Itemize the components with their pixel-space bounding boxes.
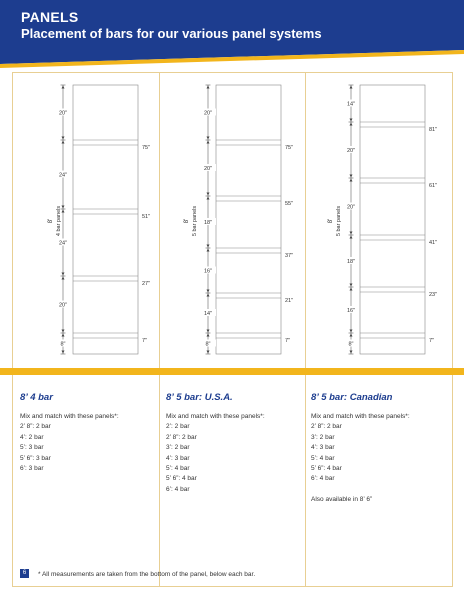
column-text-5bar-usa [166, 412, 265, 495]
gap-label: 14" [346, 101, 356, 108]
arrow-head-up [207, 334, 210, 337]
text-line: 2’ 8”: 2 bar [20, 423, 51, 431]
arrow-head-up [62, 277, 65, 280]
arrow-head-down [350, 351, 353, 354]
bar-height-label: 23" [429, 292, 438, 298]
bar-height-label: 41" [429, 240, 438, 246]
arrow-head-down [62, 330, 65, 333]
arrow-head-down [350, 175, 353, 178]
text-line: 6’: 3 bar [20, 465, 44, 473]
text-line: 4’: 3 bar [166, 454, 190, 462]
bar-height-label: 55" [285, 201, 294, 207]
text-line: 6’: 4 bar [166, 485, 190, 493]
arrow-head-up [350, 288, 353, 291]
text-line: Mix and match with these panels*: [166, 413, 265, 420]
text-line: 6’: 4 bar [311, 475, 335, 483]
side-sub: 4 bar panels [56, 205, 62, 237]
bar-height-label: 37" [285, 253, 294, 259]
text-line: 2’ 8”: 2 bar [311, 423, 342, 431]
text-line: 5’ 6”: 3 bar [20, 454, 51, 462]
arrow-head-down [207, 193, 210, 196]
arrow-head-down [207, 245, 210, 248]
bar-height-label: 51" [142, 214, 151, 220]
gap-label: 14" [203, 311, 213, 317]
column-text-4bar [20, 412, 119, 474]
bar-height-label: 7" [429, 338, 435, 344]
arrow-head-up [62, 141, 65, 144]
gap-label: 20" [58, 110, 68, 117]
page-title: PANELS [21, 9, 79, 25]
column-title-4bar: 8’ 4 bar [20, 392, 53, 403]
gap-label: 20" [346, 204, 356, 211]
arrow-head-down [207, 351, 210, 354]
text-line: 5’ 6”: 4 bar [311, 465, 342, 473]
panel-outline [216, 85, 281, 354]
arrow-head-down [207, 137, 210, 140]
arrow-head-up [350, 86, 353, 89]
gap-label: 8" [348, 341, 354, 348]
bar-height-label: 81" [429, 127, 438, 133]
side-sub: 5 bar panels [192, 205, 198, 237]
section-divider-band [0, 368, 464, 375]
arrow-head-up [207, 249, 210, 252]
text-line: 3’: 2 bar [166, 444, 190, 452]
arrow-head-up [350, 179, 353, 182]
gap-label: 24" [58, 240, 68, 247]
bar-height-label: 7" [142, 338, 148, 344]
arrow-head-up [350, 123, 353, 126]
text-line: Also available in 8’ 6” [311, 496, 373, 504]
panel-outline [73, 85, 138, 354]
column-title-5bar-canadian: 8’ 5 bar: Canadian [311, 392, 393, 403]
text-line: 3’: 2 bar [311, 433, 335, 441]
arrow-head-up [350, 236, 353, 239]
gap-label: 8" [60, 341, 66, 348]
text-line: Mix and match with these panels*: [311, 413, 410, 420]
gap-label: 16" [203, 268, 213, 275]
arrow-head-up [207, 294, 210, 297]
arrow-head-down [62, 137, 65, 140]
text-line: 5’: 4 bar [166, 465, 190, 473]
diagram-8ft-5bar-canadian [328, 85, 437, 354]
text-line: 5’: 4 bar [311, 454, 335, 462]
arrow-head-down [62, 351, 65, 354]
text-line: 5’ 6”: 4 bar [166, 475, 197, 483]
side-label: 8' [48, 218, 54, 224]
gap-label: 20" [203, 110, 213, 117]
text-line: 5’: 3 bar [20, 444, 44, 452]
arrow-head-down [350, 330, 353, 333]
panel-outline [360, 85, 425, 354]
bar-height-label: 61" [429, 183, 438, 189]
gap-label: 18" [346, 259, 356, 265]
text-line: 4’: 3 bar [311, 444, 335, 452]
gap-label: 24" [58, 172, 68, 179]
text-line: Mix and match with these panels*: [20, 413, 119, 420]
arrow-head-up [207, 86, 210, 89]
side-label: 8' [184, 218, 190, 224]
text-line: 2’ 8”: 2 bar [166, 433, 197, 441]
gap-label: 8" [205, 341, 211, 348]
bar-height-label: 75" [285, 145, 294, 151]
text-line: 4’: 2 bar [20, 433, 44, 441]
arrow-head-down [350, 119, 353, 122]
arrow-head-down [62, 273, 65, 276]
page-subtitle: Placement of bars for our various panel systems [21, 26, 322, 41]
gap-label: 16" [346, 308, 356, 314]
gap-label: 20" [58, 302, 68, 309]
side-sub: 5 bar panels [336, 205, 342, 237]
arrow-head-down [350, 284, 353, 287]
arrow-head-up [62, 334, 65, 337]
text-line [311, 485, 410, 495]
bar-height-label: 27" [142, 281, 151, 287]
diagram-8ft-4bar [48, 85, 150, 354]
side-label: 8' [328, 218, 334, 224]
diagram-8ft-5bar-usa [184, 85, 293, 354]
arrow-head-up [62, 86, 65, 89]
arrow-head-down [207, 330, 210, 333]
arrow-head-down [207, 290, 210, 293]
gap-label: 20" [203, 166, 213, 172]
gap-label: 18" [203, 220, 213, 226]
column-title-5bar-usa: 8’ 5 bar: U.S.A. [166, 392, 233, 403]
arrow-head-up [207, 141, 210, 144]
column-text-5bar-canadian [311, 412, 410, 506]
text-line: 2’: 2 bar [166, 423, 190, 431]
page-number: 6 [20, 569, 29, 578]
footnote: * All measurements are taken from the bottom of the panel, below each bar. [38, 571, 256, 578]
bar-height-label: 7" [285, 338, 291, 344]
arrow-head-up [350, 334, 353, 337]
arrow-head-down [350, 232, 353, 235]
bar-height-label: 21" [285, 298, 294, 304]
arrow-head-up [207, 197, 210, 200]
bar-height-label: 75" [142, 145, 151, 151]
gap-label: 20" [346, 148, 356, 154]
